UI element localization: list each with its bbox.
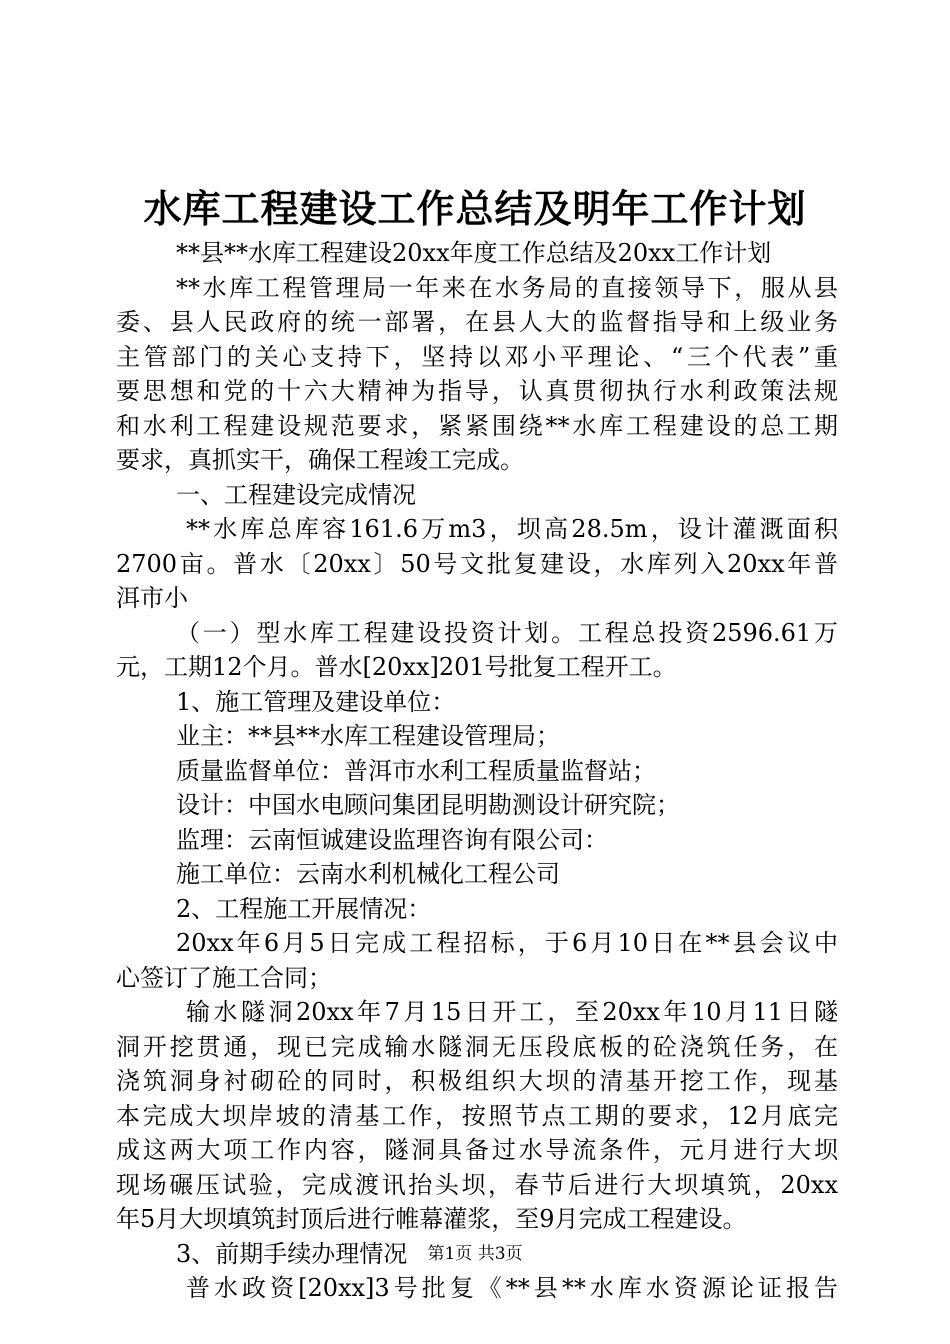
section-heading: 一、工程建设完成情况	[176, 480, 416, 509]
paragraph-line: 和水利工程建设规范要求，紧紧围绕**水库工程建设的总工期	[116, 411, 838, 440]
paragraph-line: （一）型水库工程建设投资计划。工程总投资2596.61万	[176, 618, 838, 647]
paragraph-line: **水库总库容161.6万m3，坝高28.5m，设计灌溉面积	[186, 515, 838, 543]
paragraph-line: 现场碾压试验，完成渡讯抬头坝，春节后进行大坝填筑，20xx	[116, 1170, 838, 1199]
paragraph-line: 洞开挖贯通，现已完成输水隧洞无压段底板的砼浇筑任务，在	[116, 1032, 838, 1061]
paragraph-line: 浇筑洞身衬砌砼的同时，积极组织大坝的清基开挖工作，现基	[116, 1067, 838, 1095]
paragraph-line: 普水政资[20xx]3号批复《**县**水库水资源论证报告	[186, 1274, 838, 1302]
paragraph-line: 本完成大坝岸坡的清基工作，按照节点工期的要求，12月底完	[116, 1101, 838, 1130]
paragraph-line: 委、县人民政府的统一部署，在县人大的监督指导和上级业务	[116, 308, 838, 336]
list-item: 监理：云南恒诚建设监理咨询有限公司：	[176, 825, 608, 854]
paragraph-line: 要求，真抓实干，确保工程竣工完成。	[116, 446, 524, 474]
paragraph-line: 输水隧洞20xx年7月15日开工，至20xx年10月11日隧	[186, 998, 838, 1026]
page-number-footer: 第1页 共3页	[427, 1244, 523, 1264]
document-title: 水库工程建设工作总结及明年工作计划	[143, 186, 807, 231]
paragraph-line: 成这两大项工作内容，隧洞具备过水导流条件，元月进行大坝	[116, 1136, 838, 1164]
subtitle-line: **县**水库工程建设20xx年度工作总结及20xx工作计划	[176, 239, 772, 267]
subsection-heading: 3、前期手续办理情况	[176, 1239, 408, 1268]
document-body	[116, 236, 838, 1306]
subsection-heading: 1、施工管理及建设单位：	[176, 687, 456, 716]
paragraph-line: 2700亩。普水〔20xx〕50号文批复建设，水库列入20xx年普	[116, 549, 838, 578]
paragraph-line: 洱市小	[116, 584, 188, 612]
paragraph-line: 心签订了施工合同；	[116, 963, 332, 992]
paragraph-line: 元，工期12个月。普水[20xx]201号批复工程开工。	[116, 653, 677, 681]
list-item: 施工单位：云南水利机械化工程公司	[176, 860, 560, 888]
subsection-heading: 2、工程施工开展情况：	[176, 894, 432, 923]
list-item: 设计：中国水电顾问集团昆明勘测设计研究院；	[176, 791, 680, 819]
paragraph-line: 要思想和党的十六大精神为指导，认真贯彻执行水利政策法规	[116, 377, 838, 405]
paragraph-line: 主管部门的关心支持下，坚持以邓小平理论、“三个代表”重	[116, 342, 838, 371]
paragraph-line: 20xx年6月5日完成工程招标，于6月10日在**县会议中	[176, 929, 838, 957]
paragraph-line: **水库工程管理局一年来在水务局的直接领导下，服从县	[176, 273, 838, 302]
list-item: 质量监督单位：普洱市水利工程质量监督站；	[176, 756, 656, 785]
list-item: 业主：**县**水库工程建设管理局；	[176, 722, 560, 750]
paragraph-line: 年5月大坝填筑封顶后进行帷幕灌浆，至9月完成工程建设。	[116, 1205, 747, 1233]
